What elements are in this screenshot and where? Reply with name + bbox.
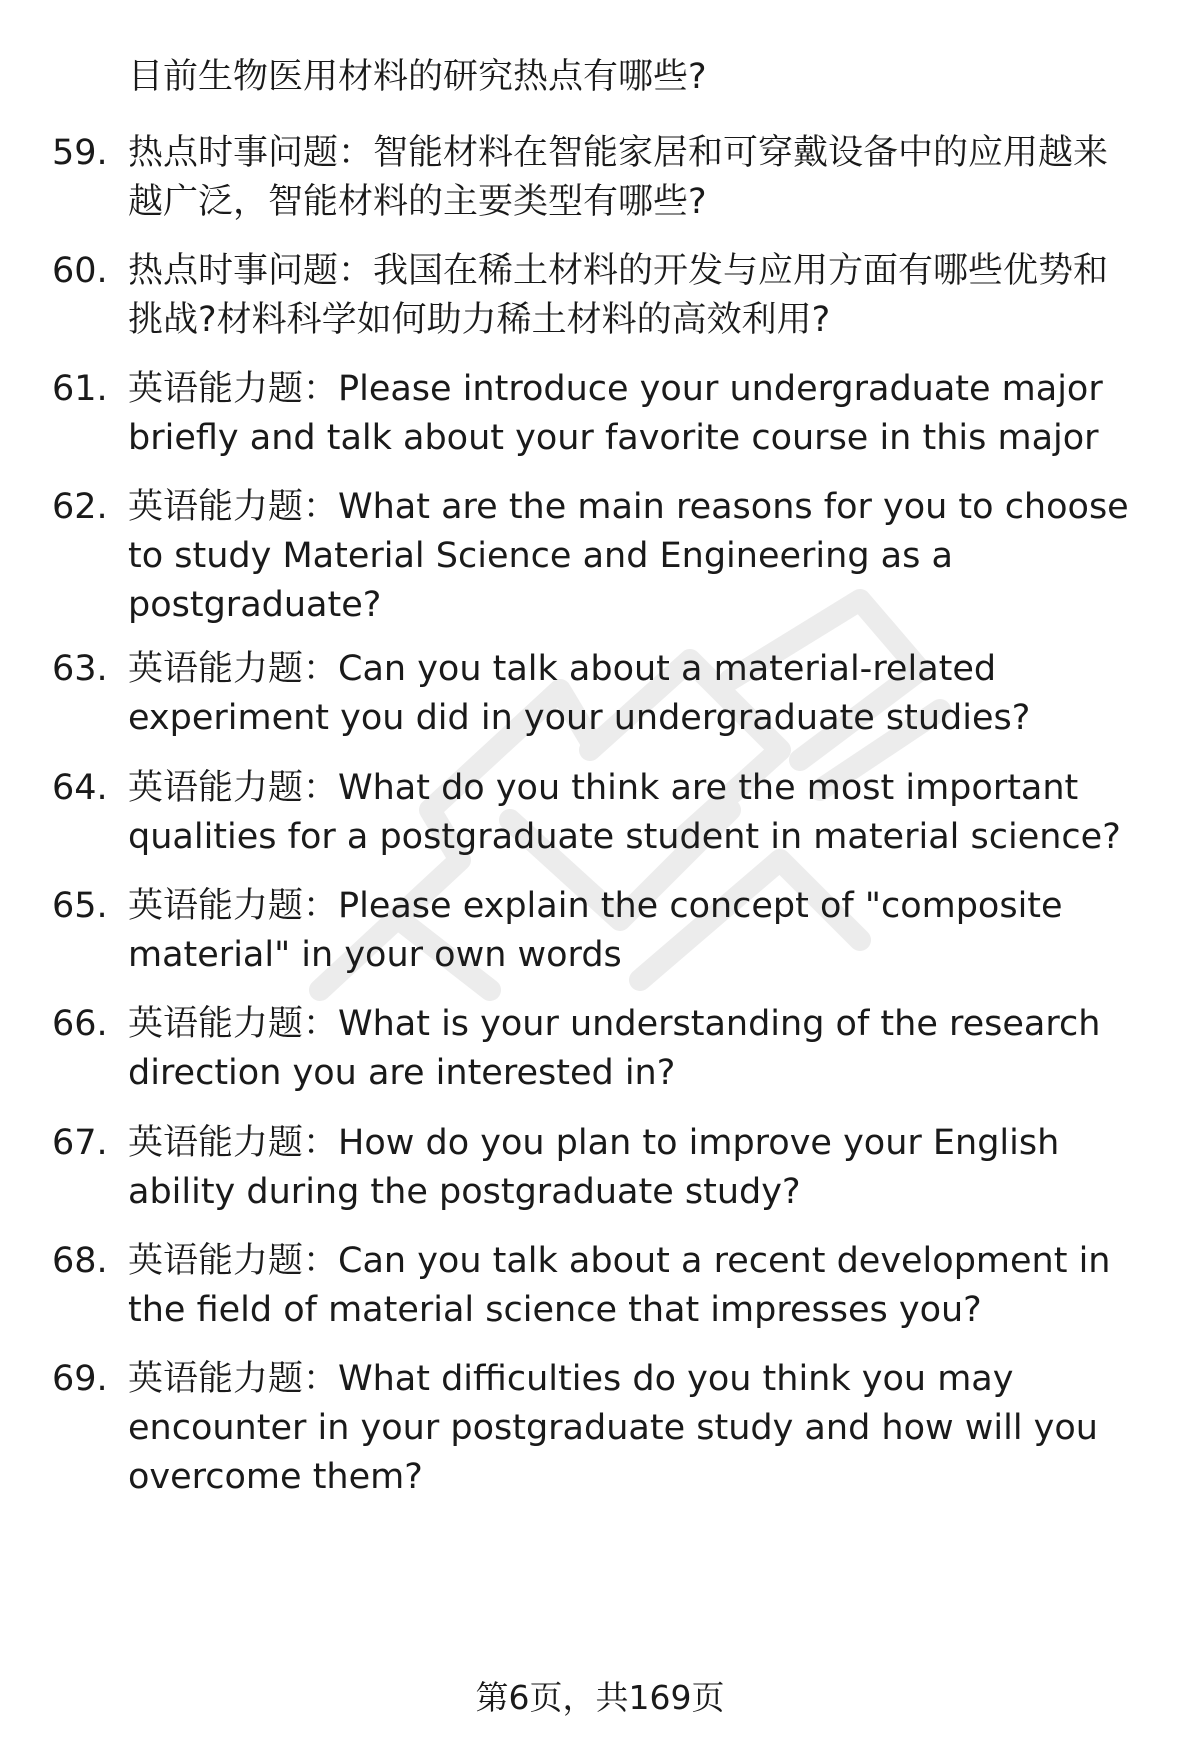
- item-text: 英语能力题：Please introduce your undergraduate major briefly and talk about your favorite course in this major: [128, 369, 1103, 458]
- item-number: 59.: [52, 133, 108, 173]
- item-number: 64.: [52, 768, 108, 808]
- item-number: 68.: [52, 1241, 108, 1281]
- item-text: 热点时事问题：我国在稀土材料的开发与应用方面有哪些优势和 挑战?材料科学如何助力稀土材料的高效利用?: [128, 251, 1109, 340]
- item-text: 英语能力题：Can you talk about a recent development in the field of material science that impresses you?: [128, 1241, 1111, 1330]
- item-number: 60.: [52, 251, 108, 291]
- item-number: 65.: [52, 886, 108, 926]
- intro-line: 目前生物医用材料的研究热点有哪些?: [128, 57, 707, 97]
- item-text: 英语能力题：Please explain the concept of "composite material" in your own words: [128, 886, 1063, 975]
- item-text: 英语能力题：What do you think are the most important qualities for a postgraduate student in material science?: [128, 768, 1121, 857]
- item-text: 英语能力题：What are the main reasons for you to choose to study Material Science and Engineering as a postgraduate?: [128, 487, 1129, 625]
- item-text: 热点时事问题：智能材料在智能家居和可穿戴设备中的应用越来 越广泛，智能材料的主要类型有哪些?: [128, 133, 1109, 222]
- item-number: 69.: [52, 1359, 108, 1399]
- item-number: 63.: [52, 649, 108, 689]
- item-text: 英语能力题：What is your understanding of the research direction you are interested in?: [128, 1004, 1101, 1093]
- page-footer: 第6页，共169页: [475, 1678, 725, 1717]
- item-text: 英语能力题：How do you plan to improve your English ability during the postgraduate study?: [128, 1123, 1060, 1212]
- item-text: 英语能力题：What difficulties do you think you may encounter in your postgraduate study and how will you overcome them?: [128, 1359, 1098, 1497]
- item-text: 英语能力题：Can you talk about a material-related experiment you did in your undergraduate studies?: [128, 649, 1031, 738]
- item-number: 62.: [52, 487, 108, 527]
- item-number: 66.: [52, 1004, 108, 1044]
- item-number: 61.: [52, 369, 108, 409]
- item-number: 67.: [52, 1123, 108, 1163]
